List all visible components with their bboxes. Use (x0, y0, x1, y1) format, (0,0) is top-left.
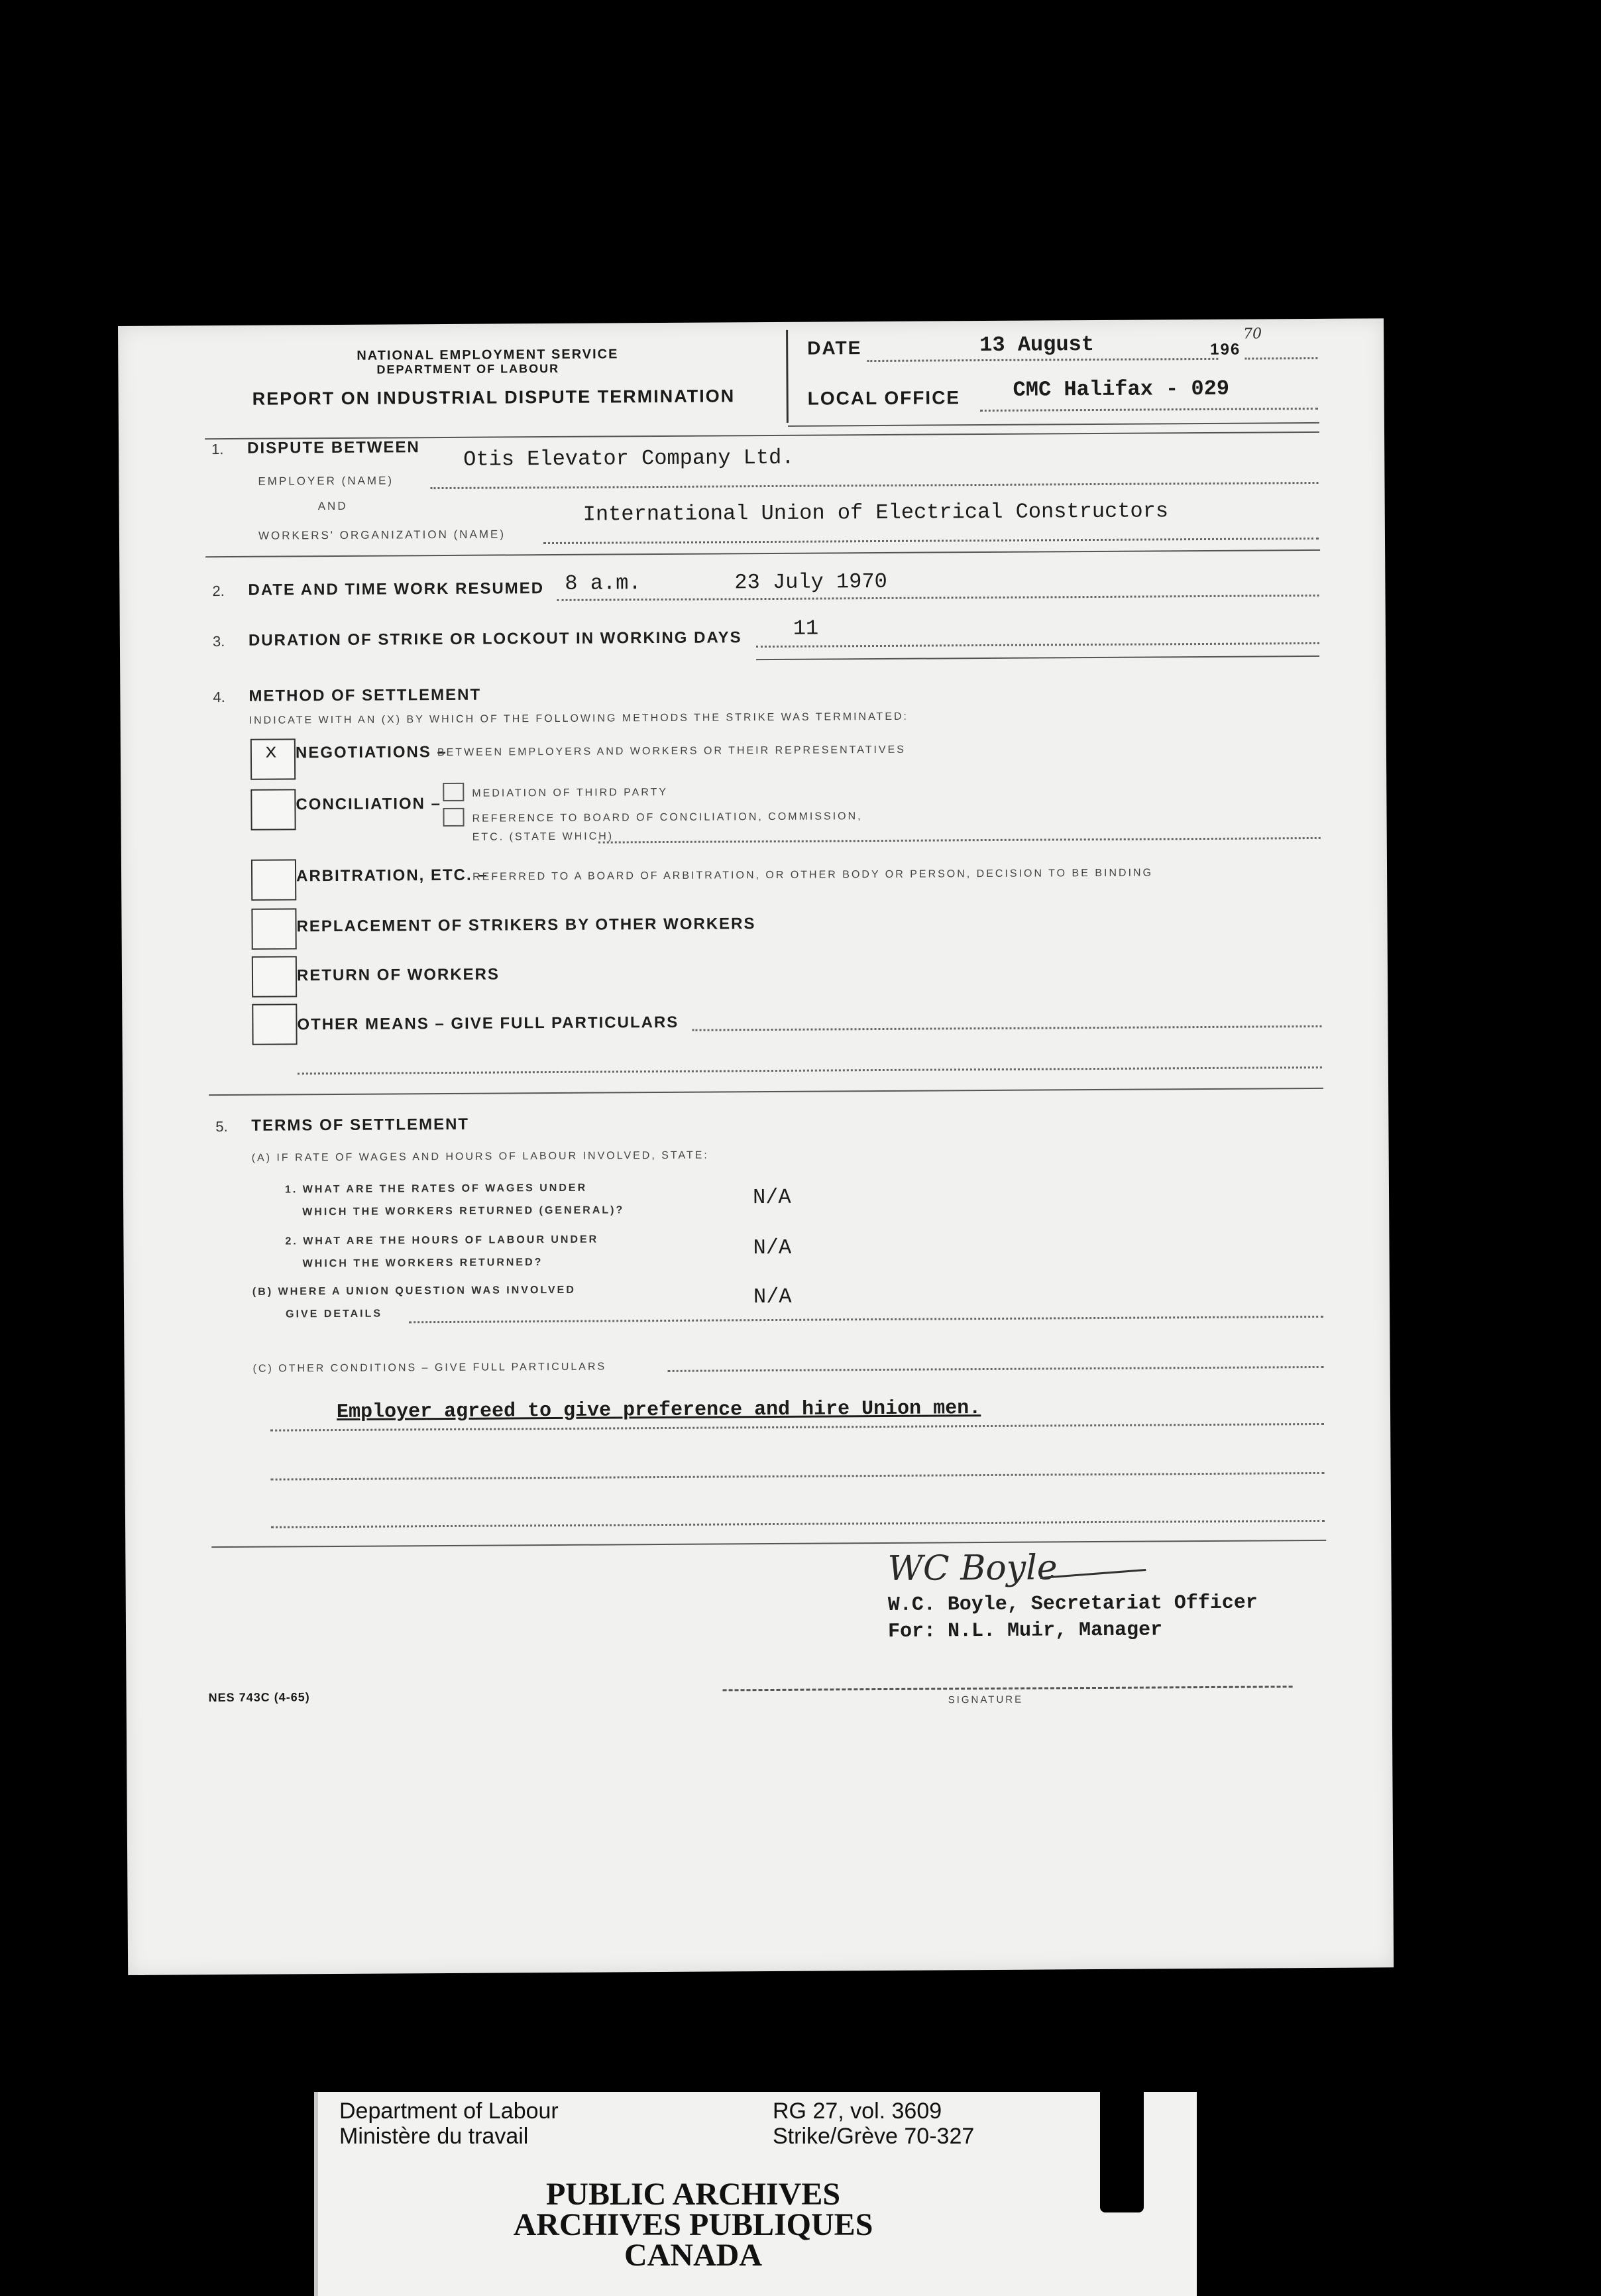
signer-line2: For: N.L. Muir, Manager (887, 1619, 1163, 1643)
year-suffix-handwritten: 70 (1243, 325, 1262, 343)
date-label: DATE (807, 337, 862, 359)
arbitration-checkbox[interactable] (251, 859, 296, 900)
q2-line1: 2. WHAT ARE THE HOURS OF LABOUR UNDER (285, 1234, 599, 1247)
duration-value: 11 (793, 616, 819, 641)
signature-label: SIGNATURE (948, 1693, 1024, 1706)
other-means-line-1 (692, 1025, 1321, 1031)
form-number: NES 743C (4-65) (208, 1690, 310, 1705)
section3-number: 3. (212, 633, 225, 650)
conciliation-label: CONCILIATION – (296, 795, 442, 814)
section4-instruction: INDICATE WITH AN (X) BY WHICH OF THE FOLLOWING METHODS THE STRIKE WAS TERMINATED: (248, 711, 909, 726)
q1-value: N/A (752, 1184, 791, 1210)
negotiations-mark: x (264, 741, 278, 764)
b-line (409, 1316, 1323, 1323)
section3-label: DURATION OF STRIKE OR LOCKOUT IN WORKING DAYS (248, 628, 742, 650)
label-canada: CANADA (624, 2238, 762, 2273)
arbitration-label: ARBITRATION, ETC. – (296, 866, 488, 886)
replacement-label: REPLACEMENT OF STRIKERS BY OTHER WORKERS (296, 915, 756, 936)
mediation-label: MEDIATION OF THIRD PARTY (472, 786, 669, 799)
q2-line2: WHICH THE WORKERS RETURNED? (302, 1257, 543, 1270)
date-value: 13 August (979, 332, 1095, 358)
section2-line (557, 595, 1319, 601)
section5-number: 5. (215, 1118, 228, 1135)
local-office-value: CMC Halifax - 029 (1013, 376, 1230, 402)
section1-rule (205, 549, 1320, 557)
date-resumed-value: 23 July 1970 (734, 569, 887, 595)
section5-label: TERMS OF SETTLEMENT (251, 1115, 470, 1135)
other-means-label: OTHER MEANS – GIVE FULL PARTICULARS (297, 1013, 679, 1034)
signer-line1: W.C. Boyle, Secretariat Officer (887, 1591, 1258, 1617)
c-line-3 (271, 1472, 1325, 1481)
mediation-checkbox[interactable] (443, 783, 464, 801)
b-line1: (B) WHERE A UNION QUESTION WAS INVOLVED (252, 1284, 576, 1298)
year-prefix: 196 (1210, 340, 1241, 359)
header-rule-1 (788, 422, 1319, 427)
return-checkbox[interactable] (252, 956, 297, 997)
agency-line1: NATIONAL EMPLOYMENT SERVICE (357, 347, 619, 363)
section1-number: 1. (211, 441, 224, 458)
q1-line2: WHICH THE WORKERS RETURNED (GENERAL)? (302, 1204, 625, 1218)
section5-a-label: (A) IF RATE OF WAGES AND HOURS OF LABOUR INVOLVED, STATE: (251, 1149, 709, 1164)
time-resumed-value: 8 a.m. (565, 571, 641, 596)
label-strike: Strike/Grève 70-327 (773, 2124, 975, 2149)
section4-number: 4. (213, 689, 225, 706)
handwritten-signature: WC Boyle (887, 1548, 1058, 1589)
employer-label: EMPLOYER (NAME) (258, 474, 394, 488)
section2-number: 2. (212, 583, 225, 600)
c-label: (C) OTHER CONDITIONS – GIVE FULL PARTICULARS (252, 1361, 607, 1375)
conciliation-checkbox[interactable] (250, 789, 296, 830)
other-means-checkbox[interactable] (252, 1004, 297, 1045)
local-office-line (980, 408, 1318, 412)
section2-label: DATE AND TIME WORK RESUMED (248, 579, 545, 599)
signature-line (723, 1686, 1293, 1691)
section3-line (756, 642, 1319, 648)
section5-rule (211, 1540, 1326, 1548)
local-office-label: LOCAL OFFICE (807, 387, 961, 409)
workers-label: WORKERS' ORGANIZATION (NAME) (258, 528, 506, 542)
form-sheet (118, 318, 1394, 1975)
c-line-2 (270, 1423, 1324, 1432)
archive-label-card (190, 2092, 1197, 2296)
employer-line (430, 482, 1318, 489)
reference-line (598, 837, 1321, 844)
return-label: RETURN OF WORKERS (296, 965, 500, 985)
section4-label: METHOD OF SETTLEMENT (248, 685, 482, 705)
q1-line1: 1. WHAT ARE THE RATES OF WAGES UNDER (284, 1182, 588, 1196)
and-label: AND (317, 499, 348, 513)
c-line-1 (668, 1366, 1324, 1372)
reference-label: REFERENCE TO BOARD OF CONCILIATION, COMMISSION, (472, 811, 863, 825)
label-dept-en: Department of Labour (339, 2098, 559, 2124)
workers-line (543, 538, 1319, 544)
c-value: Employer agreed to give preference and hire Union men. (336, 1397, 981, 1424)
form-title: REPORT ON INDUSTRIAL DISPUTE TERMINATION (252, 386, 736, 409)
header-divider (786, 330, 789, 423)
year-line (1244, 357, 1317, 360)
negotiations-desc: BETWEEN EMPLOYERS AND WORKERS OR THEIR REPRESENTATIVES (437, 744, 906, 759)
arbitration-desc: REFERRED TO A BOARD OF ARBITRATION, OR OTHER BODY OR PERSON, DECISION TO BE BINDING (472, 867, 1154, 883)
negotiations-label: NEGOTIATIONS – (295, 742, 447, 762)
workers-value: International Union of Electrical Constructors (582, 498, 1169, 527)
label-rg: RG 27, vol. 3609 (773, 2098, 942, 2124)
reference-label-2: ETC. (STATE WHICH) (472, 831, 614, 843)
c-line-4 (271, 1520, 1325, 1528)
replacement-checkbox[interactable] (251, 908, 296, 949)
label-dept-fr: Ministère du travail (339, 2124, 529, 2149)
date-line (867, 358, 1218, 362)
reference-checkbox[interactable] (443, 808, 464, 827)
agency-line2: DEPARTMENT OF LABOUR (376, 361, 560, 376)
employer-value: Otis Elevator Company Ltd. (463, 445, 795, 472)
q2-value: N/A (753, 1235, 792, 1261)
section4-rule (209, 1088, 1323, 1096)
other-means-line-2 (298, 1066, 1322, 1074)
label-public-archives: PUBLIC ARCHIVES (545, 2177, 841, 2212)
section1-label: DISPUTE BETWEEN (247, 438, 420, 457)
b-line2: GIVE DETAILS (286, 1308, 383, 1320)
section3-rule (756, 656, 1319, 660)
label-archives-publiques: ARCHIVES PUBLIQUES (513, 2207, 873, 2242)
b-value: N/A (753, 1284, 792, 1310)
